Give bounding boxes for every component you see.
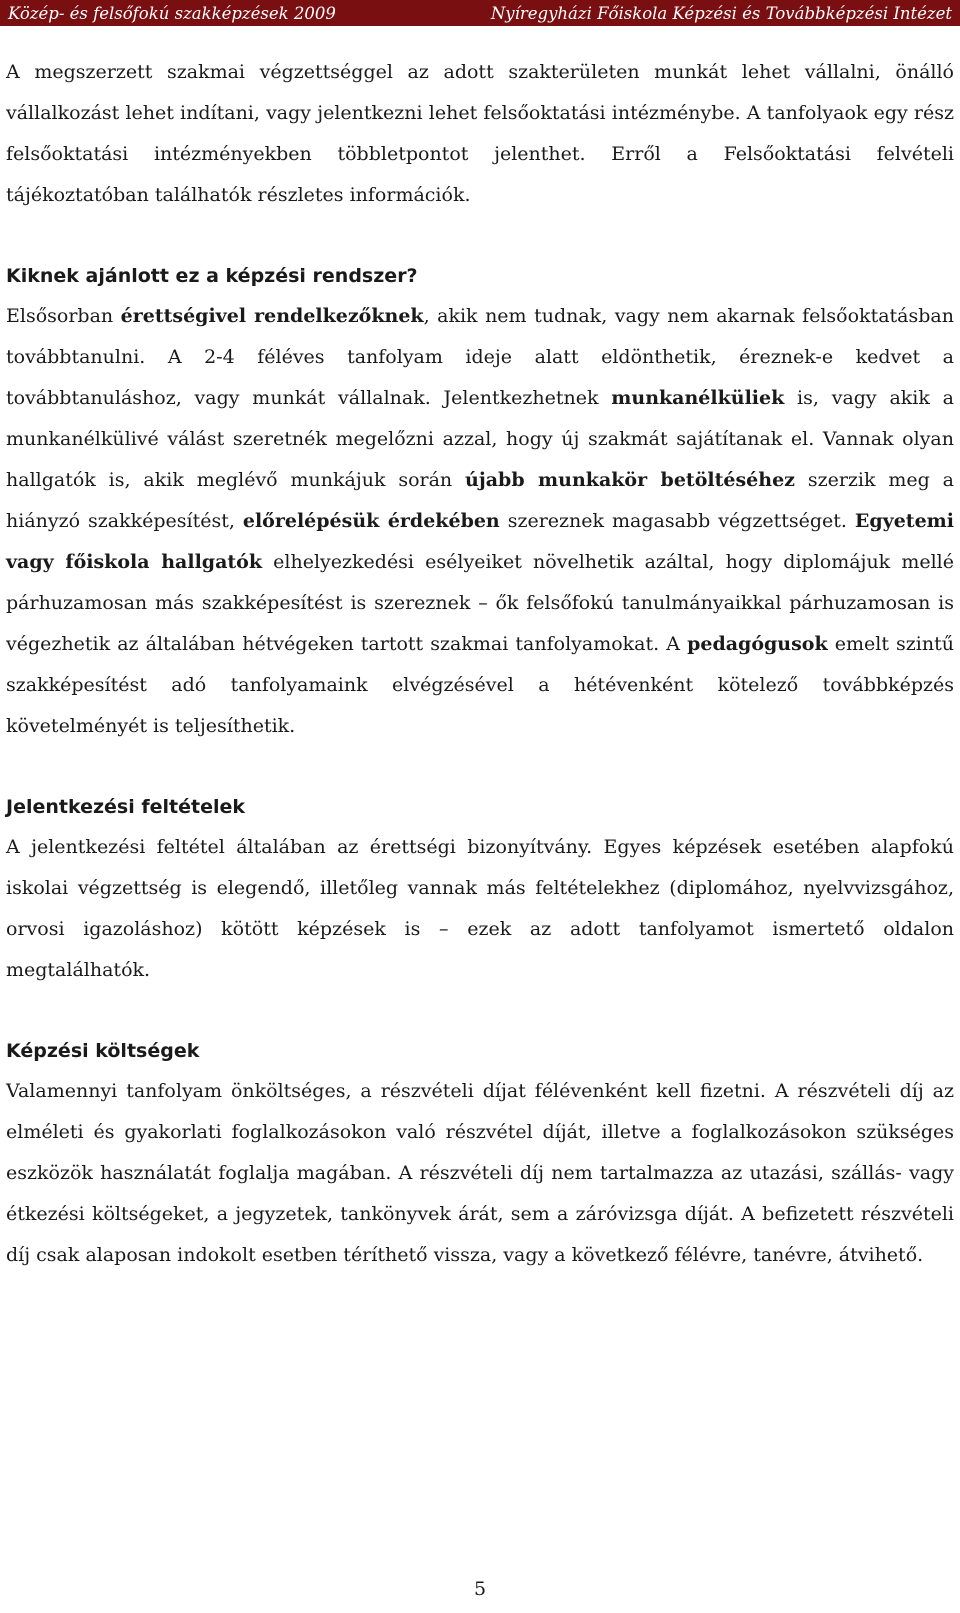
- costs-paragraph: Valamennyi tanfolyam önköltséges, a részvételi díjat félévenként kell fizetni. A részvételi díj az elméleti és gyakorlati foglalkozásokon való részvétel díját, illetve a foglalkozásokon szükséges eszközök használatát foglalja magában. A részvételi díj nem tartalmazza az utazási, szállás- vagy étkezési költségeket, a jegyzetek, tankönyvek árát, sem a záróvizsga díját. A befizetett részvételi díj csak alaposan indokolt esetben téríthető vissza, vagy a következő félévre, tanévre, átvihető.: [6, 1080, 954, 1266]
- text-run: is, vagy akik a munkanélkülivé válást szeretnék megelőzni azzal, hogy új szakmát sajátítanak el. Vannak olyan hallgatók is, akik meglévő munkájuk során: [6, 387, 954, 491]
- intro-paragraph: A megszerzett szakmai végzettséggel az adott szakterületen munkát lehet vállalni, önálló vállalkozást lehet indítani, vagy jelentkezni lehet felsőoktatási intézménybe. A tanfolyaok egy rész felsőoktatási intézményekben többletpontot jelenthet. Erről a Felsőoktatási felvételi tájékoztatóban találhatók részletes információk.: [6, 61, 954, 206]
- requirements-paragraph: A jelentkezési feltétel általában az érettségi bizonyítvány. Egyes képzések esetében alapfokú iskolai végzettség is elegendő, illetőleg vannak más feltételekhez (diplomához, nyelvvizsgához, orvosi igazoláshoz) kötött képzések is – ezek az adott tanfolyamot ismertető oldalon megtalálhatók.: [6, 836, 954, 981]
- text-run: , akik nem tudnak, vagy nem akarnak felsőoktatásban továbbtanulni. A 2-4 féléves tanfolyam ideje alatt eldönthetik, éreznek-e kedvet a továbbtanuláshoz, vagy munkát vállalnak. Jelentkezhetnek: [6, 305, 954, 409]
- emphasis-run: munkanélküliek: [611, 387, 785, 409]
- text-run: szerzik meg a hiányzó szakképesítést,: [6, 469, 954, 532]
- section-heading-target-audience: Kiknek ajánlott ez a képzési rendszer?: [6, 265, 418, 287]
- section-heading-costs: Képzési költségek: [6, 1040, 200, 1062]
- emphasis-run: előrelépésük érdekében: [242, 510, 500, 532]
- emphasis-run: pedagógusok: [687, 633, 828, 655]
- text-run: szereznek magasabb végzettséget.: [499, 510, 855, 532]
- page-number: 5: [473, 1578, 487, 1600]
- document-body: [6, 52, 954, 1276]
- text-run: emelt szintű szakképesítést adó tanfolyamaink elvégzésével a hétévenként kötelező továbbképzés követelményét is teljesíthetik.: [6, 633, 954, 737]
- text-run: elhelyezkedési esélyeiket növelhetik azáltal, hogy diplomájuk mellé párhuzamosan más szakképesítést is szereznek – ők felsőfokú tanulmányaikkal párhuzamosan is végezhetik az általában hétvégeken tartott szakmai tanfolyamokat. A: [6, 551, 954, 655]
- header-left-title: Közép- és felsőfokú szakképzések 2009: [8, 3, 336, 23]
- text-run: Elsősorban: [6, 305, 121, 327]
- emphasis-run: érettségivel rendelkezőknek: [120, 305, 424, 327]
- page-header: [0, 0, 960, 26]
- section-heading-requirements: Jelentkezési feltételek: [6, 796, 245, 818]
- header-right-institution: Nyíregyházi Főiskola Képzési és Továbbképzési Intézet: [490, 3, 952, 23]
- target-audience-paragraph: [6, 296, 954, 747]
- emphasis-run: újabb munkakör betöltéséhez: [465, 469, 795, 491]
- emphasis-run: Egyetemi vagy főiskola hallgatók: [6, 510, 954, 573]
